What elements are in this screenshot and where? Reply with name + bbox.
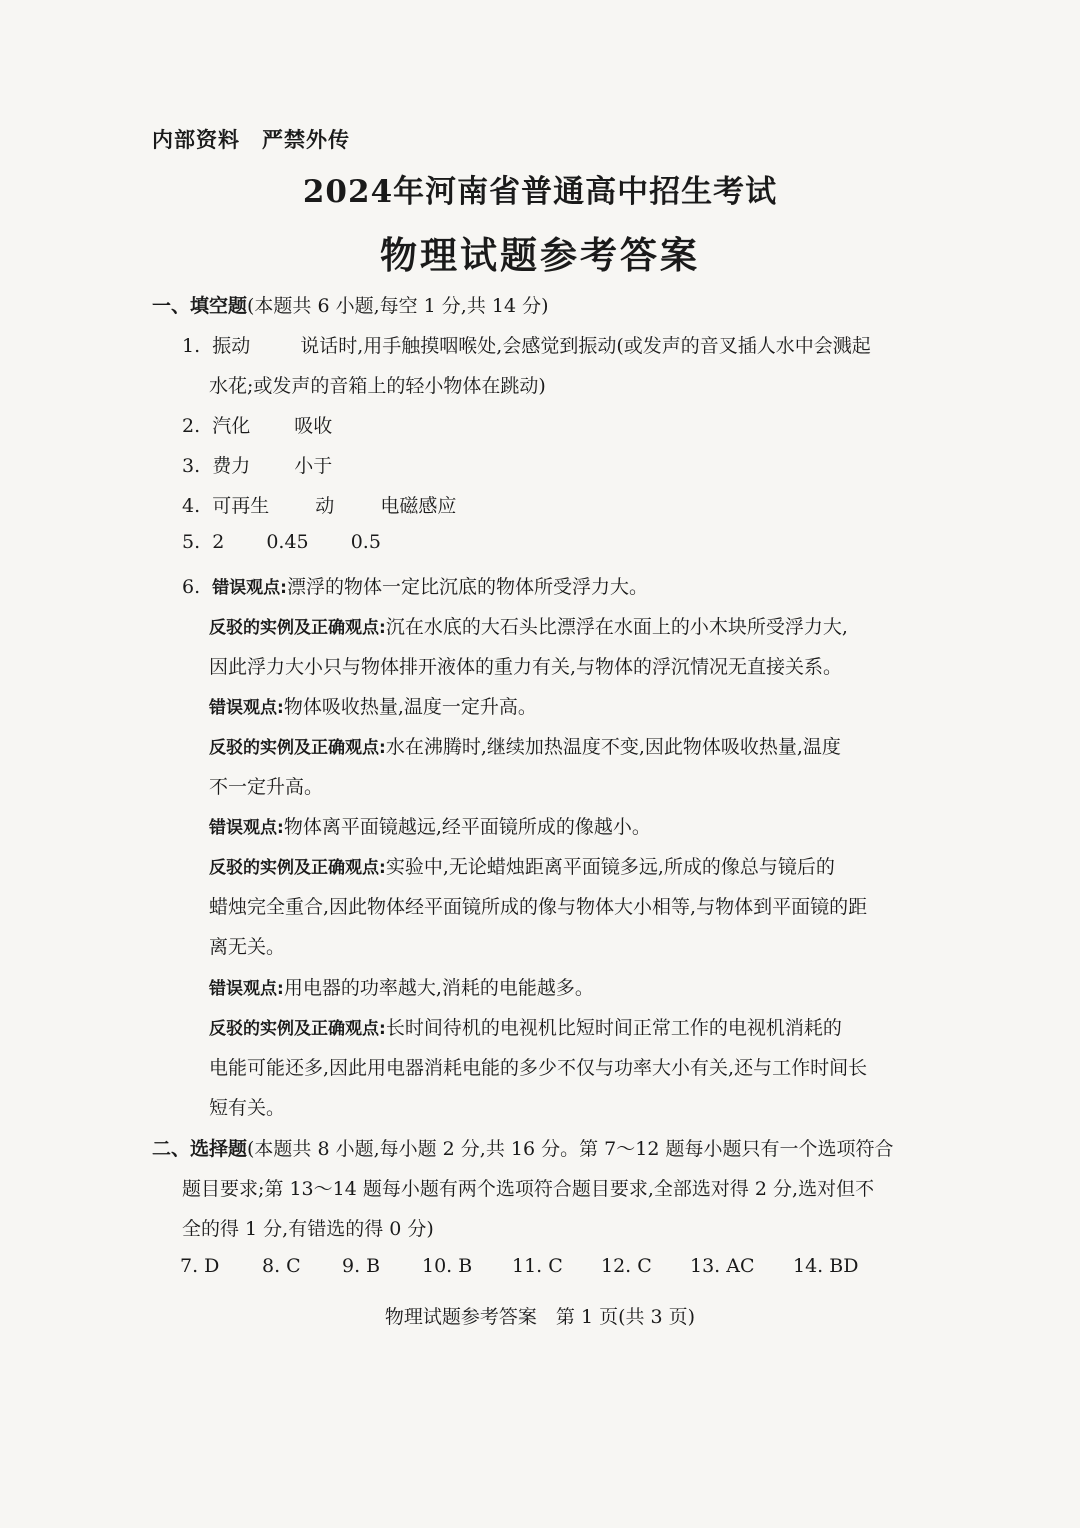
rebut-label: 反驳的实例及正确观点: <box>209 858 386 878</box>
section1-heading: 一、填空题 <box>152 295 248 317</box>
wrong-view-label: 错误观点: <box>209 698 284 718</box>
q1-explanation: 说话时,用手触摸咽喉处,会感觉到振动(或发声的音叉插人水中会溅起 <box>300 335 871 357</box>
q6-rebut-1-line1 <box>209 612 848 639</box>
q6-rebut-4-line2: 电能可能还多,因此用电器消耗电能的多少不仅与功率大小有关,还与工作时间长 <box>209 1057 868 1079</box>
q3-line <box>182 451 332 478</box>
confidential-notice: 内部资料 严禁外传 <box>152 128 350 152</box>
q5-answer-c: 0.5 <box>350 531 381 553</box>
wrong-view-text: 物体吸收热量,温度一定升高。 <box>283 696 537 718</box>
section2-heading: 二、选择题 <box>152 1138 248 1160</box>
q6-wrong-2 <box>209 692 537 719</box>
wrong-view-text: 漂浮的物体一定比沉底的物体所受浮力大。 <box>287 576 649 598</box>
q6-rebut-2-line1 <box>209 732 841 759</box>
q2-line <box>182 411 332 438</box>
q5-answer-b: 0.45 <box>266 531 309 553</box>
mc-answer-14: 14. BD <box>793 1255 859 1277</box>
mc-answer-7: 7. D <box>180 1255 220 1277</box>
q6-rebut-3-line2: 蜡烛完全重合,因此物体经平面镜所成的像与物体大小相等,与物体到平面镜的距 <box>209 896 868 918</box>
rebut-label: 反驳的实例及正确观点: <box>209 738 386 758</box>
q3-answer-b: 小于 <box>294 455 333 477</box>
q6-rebut-3-line1 <box>209 852 835 879</box>
exam-title: 2024年河南省普通高中招生考试 <box>302 174 778 210</box>
section2-note-line2: 题目要求;第 13～14 题每小题有两个选项符合题目要求,全部选对得 2 分,选对但不 <box>182 1178 875 1200</box>
rebut-text: 沉在水底的大石头比漂浮在水面上的小木块所受浮力大, <box>385 616 848 638</box>
q1-answer: 振动 <box>212 335 251 357</box>
mc-answer-11: 11. C <box>512 1255 563 1277</box>
q1-number: 1. <box>182 335 201 357</box>
section1-heading-line <box>152 291 549 318</box>
q6-rebut-3-line3: 离无关。 <box>209 936 286 958</box>
wrong-view-text: 用电器的功率越大,消耗的电能越多。 <box>283 977 594 999</box>
q4-number: 4. <box>182 495 201 517</box>
q6-rebut-2-line2: 不一定升高。 <box>209 776 324 798</box>
q2-answer-b: 吸收 <box>294 415 333 437</box>
section2-note-line1: (本题共 8 小题,每小题 2 分,共 16 分。第 7～12 题每小题只有一个选项符合 <box>247 1138 894 1160</box>
q1-line1 <box>182 331 871 358</box>
mc-answer-8: 8. C <box>262 1255 301 1277</box>
q5-answer-a: 2 <box>212 531 225 553</box>
q5-number: 5. <box>182 531 201 553</box>
q5-line <box>182 531 381 553</box>
mc-answer-9: 9. B <box>342 1255 381 1277</box>
section1-note: (本题共 6 小题,每空 1 分,共 14 分) <box>247 295 549 317</box>
q2-number: 2. <box>182 415 201 437</box>
q2-answer-a: 汽化 <box>212 415 251 437</box>
answer-key-title: 物理试题参考答案 <box>380 234 700 277</box>
wrong-view-label: 错误观点: <box>209 979 284 999</box>
mc-answer-10: 10. B <box>422 1255 473 1277</box>
rebut-label: 反驳的实例及正确观点: <box>209 1019 386 1039</box>
q4-answer-a: 可再生 <box>212 495 270 517</box>
q6-rebut-1-line2: 因此浮力大小只与物体排开液体的重力有关,与物体的浮沉情况无直接关系。 <box>209 656 843 678</box>
q1-line2: 水花;或发声的音箱上的轻小物体在跳动) <box>209 375 546 397</box>
q4-answer-b: 动 <box>315 495 335 517</box>
wrong-view-label: 错误观点: <box>212 578 287 598</box>
rebut-text: 实验中,无论蜡烛距离平面镜多远,所成的像总与镜后的 <box>385 856 835 878</box>
q6-rebut-4-line1 <box>209 1013 842 1040</box>
mc-answer-12: 12. C <box>601 1255 652 1277</box>
q6-rebut-4-line3: 短有关。 <box>209 1097 286 1119</box>
q4-line <box>182 491 456 518</box>
rebut-label: 反驳的实例及正确观点: <box>209 618 386 638</box>
page-footer: 物理试题参考答案 第 1 页(共 3 页) <box>384 1306 696 1328</box>
q3-answer-a: 费力 <box>212 455 251 477</box>
mc-answer-13: 13. AC <box>690 1255 755 1277</box>
section2-heading-line <box>152 1134 893 1161</box>
q6-number: 6. <box>182 576 201 598</box>
rebut-text: 水在沸腾时,继续加热温度不变,因此物体吸收热量,温度 <box>385 736 841 758</box>
q4-answer-c: 电磁感应 <box>380 495 457 517</box>
q6-wrong-3 <box>209 812 651 839</box>
q3-number: 3. <box>182 455 201 477</box>
wrong-view-label: 错误观点: <box>209 818 284 838</box>
q6-wrong-1 <box>182 572 648 599</box>
q6-wrong-4 <box>209 973 594 1000</box>
rebut-text: 长时间待机的电视机比短时间正常工作的电视机消耗的 <box>385 1017 842 1039</box>
wrong-view-text: 物体离平面镜越远,经平面镜所成的像越小。 <box>283 816 651 838</box>
section2-note-line3: 全的得 1 分,有错选的得 0 分) <box>182 1218 434 1240</box>
